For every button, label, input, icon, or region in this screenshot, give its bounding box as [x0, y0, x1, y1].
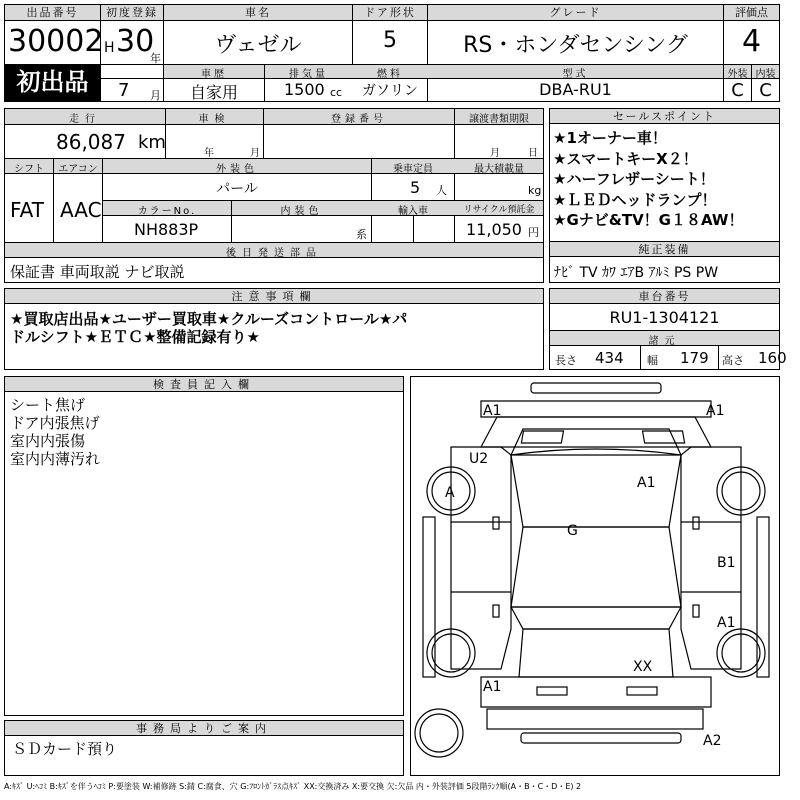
year-unit: 年 — [150, 52, 161, 65]
damage-mark: U2 — [469, 451, 489, 467]
grade-label: グレード — [428, 5, 723, 21]
month-unit: 月 — [150, 89, 161, 102]
width-label: 幅 — [647, 354, 658, 367]
reg-year: 30 — [116, 24, 155, 59]
recycle: 11,050 — [466, 220, 522, 239]
plate-label: 登録番号 — [331, 114, 387, 125]
inspector-note: シート焦げ — [10, 396, 86, 414]
inspector-note: 室内内薄汚れ — [10, 450, 101, 468]
office-label: 事務局よりご案内 — [5, 721, 403, 736]
ext-color: パール — [216, 181, 258, 197]
damage-mark: A2 — [703, 733, 722, 749]
mileage-unit: km — [138, 132, 166, 153]
width: 179 — [680, 349, 709, 367]
fuel-label: 燃料 — [377, 69, 403, 80]
caution-line: ドルシフト★ＥＴＣ★整備記録有り★ — [10, 328, 260, 346]
damage-mark: A1 — [706, 403, 725, 419]
disp-unit: cc — [330, 86, 343, 99]
height: 160 — [758, 349, 787, 367]
transfer-month-unit: 月 — [490, 148, 500, 159]
inspector-note: ドア内張焦げ — [10, 414, 100, 432]
import-label: 輸入車 — [398, 206, 428, 217]
damage-mark: A1 — [637, 475, 656, 491]
height-label: 高さ — [722, 354, 744, 367]
legend: A:ｷｽﾞ U:ﾍｺﾐ B:ｷｽﾞを伴うﾍｺﾐ P:要塗装 W:補修跡 S:錆 C:腐食、穴 G:ﾌﾛﾝﾄｶﾞﾗｽ点ｷｽﾞ XX:交換済み X:要交換 欠:欠品 内・外装評価 5段階ﾗﾝｸ順(A・B・C・D・E) 2 — [4, 782, 582, 791]
era: H — [104, 40, 115, 56]
ext-grade: C — [731, 80, 744, 101]
name-label: 車名 — [164, 5, 352, 21]
first-listing-badge: 初出品 — [5, 64, 100, 101]
capacity-unit: 人 — [436, 184, 447, 197]
insp-month-unit: 月 — [250, 148, 260, 159]
sales-points-list — [553, 128, 743, 231]
shift-label: シフト — [14, 164, 44, 175]
sales-points-label: セールスポイント — [550, 109, 779, 124]
mileage-label: 走行 — [69, 114, 101, 125]
specs-label: 諸元 — [648, 336, 681, 347]
int-color-label: 内装色 — [280, 206, 323, 217]
disp-label: 排気量 — [289, 69, 328, 80]
lot-number: 30002 — [8, 24, 104, 59]
caution-label: 注意事項欄 — [5, 289, 543, 304]
length: 434 — [595, 349, 624, 367]
grade: RS・ホンダセンシング — [463, 33, 688, 58]
sales-point: ★ハーフレザーシート！ — [553, 170, 715, 188]
damage-mark: A1 — [483, 679, 502, 695]
color-label: 外装色 — [216, 164, 258, 175]
mileage: 86,087 — [56, 130, 126, 154]
length-label: 長さ — [555, 354, 577, 367]
recycle-unit: 円 — [528, 226, 539, 239]
displacement: 1500 — [284, 80, 325, 99]
lot-label: 出品番号 — [5, 5, 100, 21]
model-code: DBA-RU1 — [539, 80, 612, 99]
shift: FAT — [10, 198, 45, 222]
int-label: 内装 — [755, 69, 776, 80]
caution-line: ★買取店出品★ユーザー買取車★クルーズコントロール★パ — [10, 310, 408, 328]
recycle-label: リサイクル預託金 — [463, 205, 535, 215]
transfer-label: 譲渡書類期限 — [469, 114, 529, 125]
capacity-label: 乗車定員 — [393, 164, 433, 175]
inspector-label: 検査員記入欄 — [5, 377, 403, 392]
damage-mark: A1 — [483, 403, 502, 419]
later-parts-label: 後日発送部品 — [226, 248, 322, 259]
fuel: ガソリン — [362, 83, 418, 99]
car-diagram — [410, 376, 780, 776]
first-reg-label: 初度登録 — [101, 5, 163, 21]
inspector-notes — [10, 396, 100, 468]
capacity: 5 — [410, 178, 421, 197]
sales-point: ★1オーナー車！ — [553, 129, 667, 147]
chassis-number: RU1-1304121 — [609, 308, 720, 327]
doors: 5 — [383, 28, 397, 53]
ext-label: 外装 — [727, 69, 748, 80]
load-unit: kg — [528, 184, 542, 197]
color-no-label: カラーNo. — [137, 206, 197, 217]
door-label: ドア形状 — [353, 5, 427, 21]
history-label: 車歴 — [201, 69, 227, 80]
ac: AAC — [60, 198, 102, 222]
load-label: 最大積載量 — [474, 164, 524, 175]
chassis-label: 車台番号 — [550, 289, 779, 304]
damage-mark: A1 — [717, 615, 736, 631]
damage-mark: G — [567, 523, 578, 539]
history: 自家用 — [189, 83, 238, 102]
score: 4 — [741, 24, 762, 59]
inspection-label: 車検 — [198, 114, 231, 125]
later-parts: 保証書 車両取説 ナビ取説 — [10, 263, 185, 281]
sales-point: ★ＬＥＤヘッドランプ！ — [553, 190, 717, 209]
damage-mark: A — [445, 485, 455, 501]
sales-point: ★Gナビ&TV！G１８AW！ — [553, 211, 744, 229]
damage-mark: XX — [633, 659, 653, 675]
sales-point: ★スマートキーX２！ — [553, 149, 698, 168]
genuine-label: 純正装備 — [550, 242, 779, 257]
genuine-equipment: ﾅﾋﾞ TV ｶﾜ ｴｱB ｱﾙﾐ PS PW — [554, 265, 719, 281]
car-name: ヴェゼル — [214, 33, 302, 58]
office-note: ＳＤカード預り — [12, 740, 118, 758]
inspector-note: 室内内張傷 — [10, 432, 86, 450]
reg-month: 7 — [118, 80, 130, 101]
transfer-day-unit: 日 — [528, 148, 538, 159]
insp-year-unit: 年 — [204, 148, 214, 159]
color-no: NH883P — [134, 220, 199, 239]
model-label: 型式 — [562, 69, 589, 80]
caution-text — [10, 310, 407, 346]
damage-mark: B1 — [717, 555, 736, 571]
ac-label: エアコン — [58, 164, 98, 175]
score-label: 評価点 — [724, 5, 779, 21]
int-grade: C — [759, 80, 772, 101]
int-color-unit: 系 — [356, 228, 367, 241]
